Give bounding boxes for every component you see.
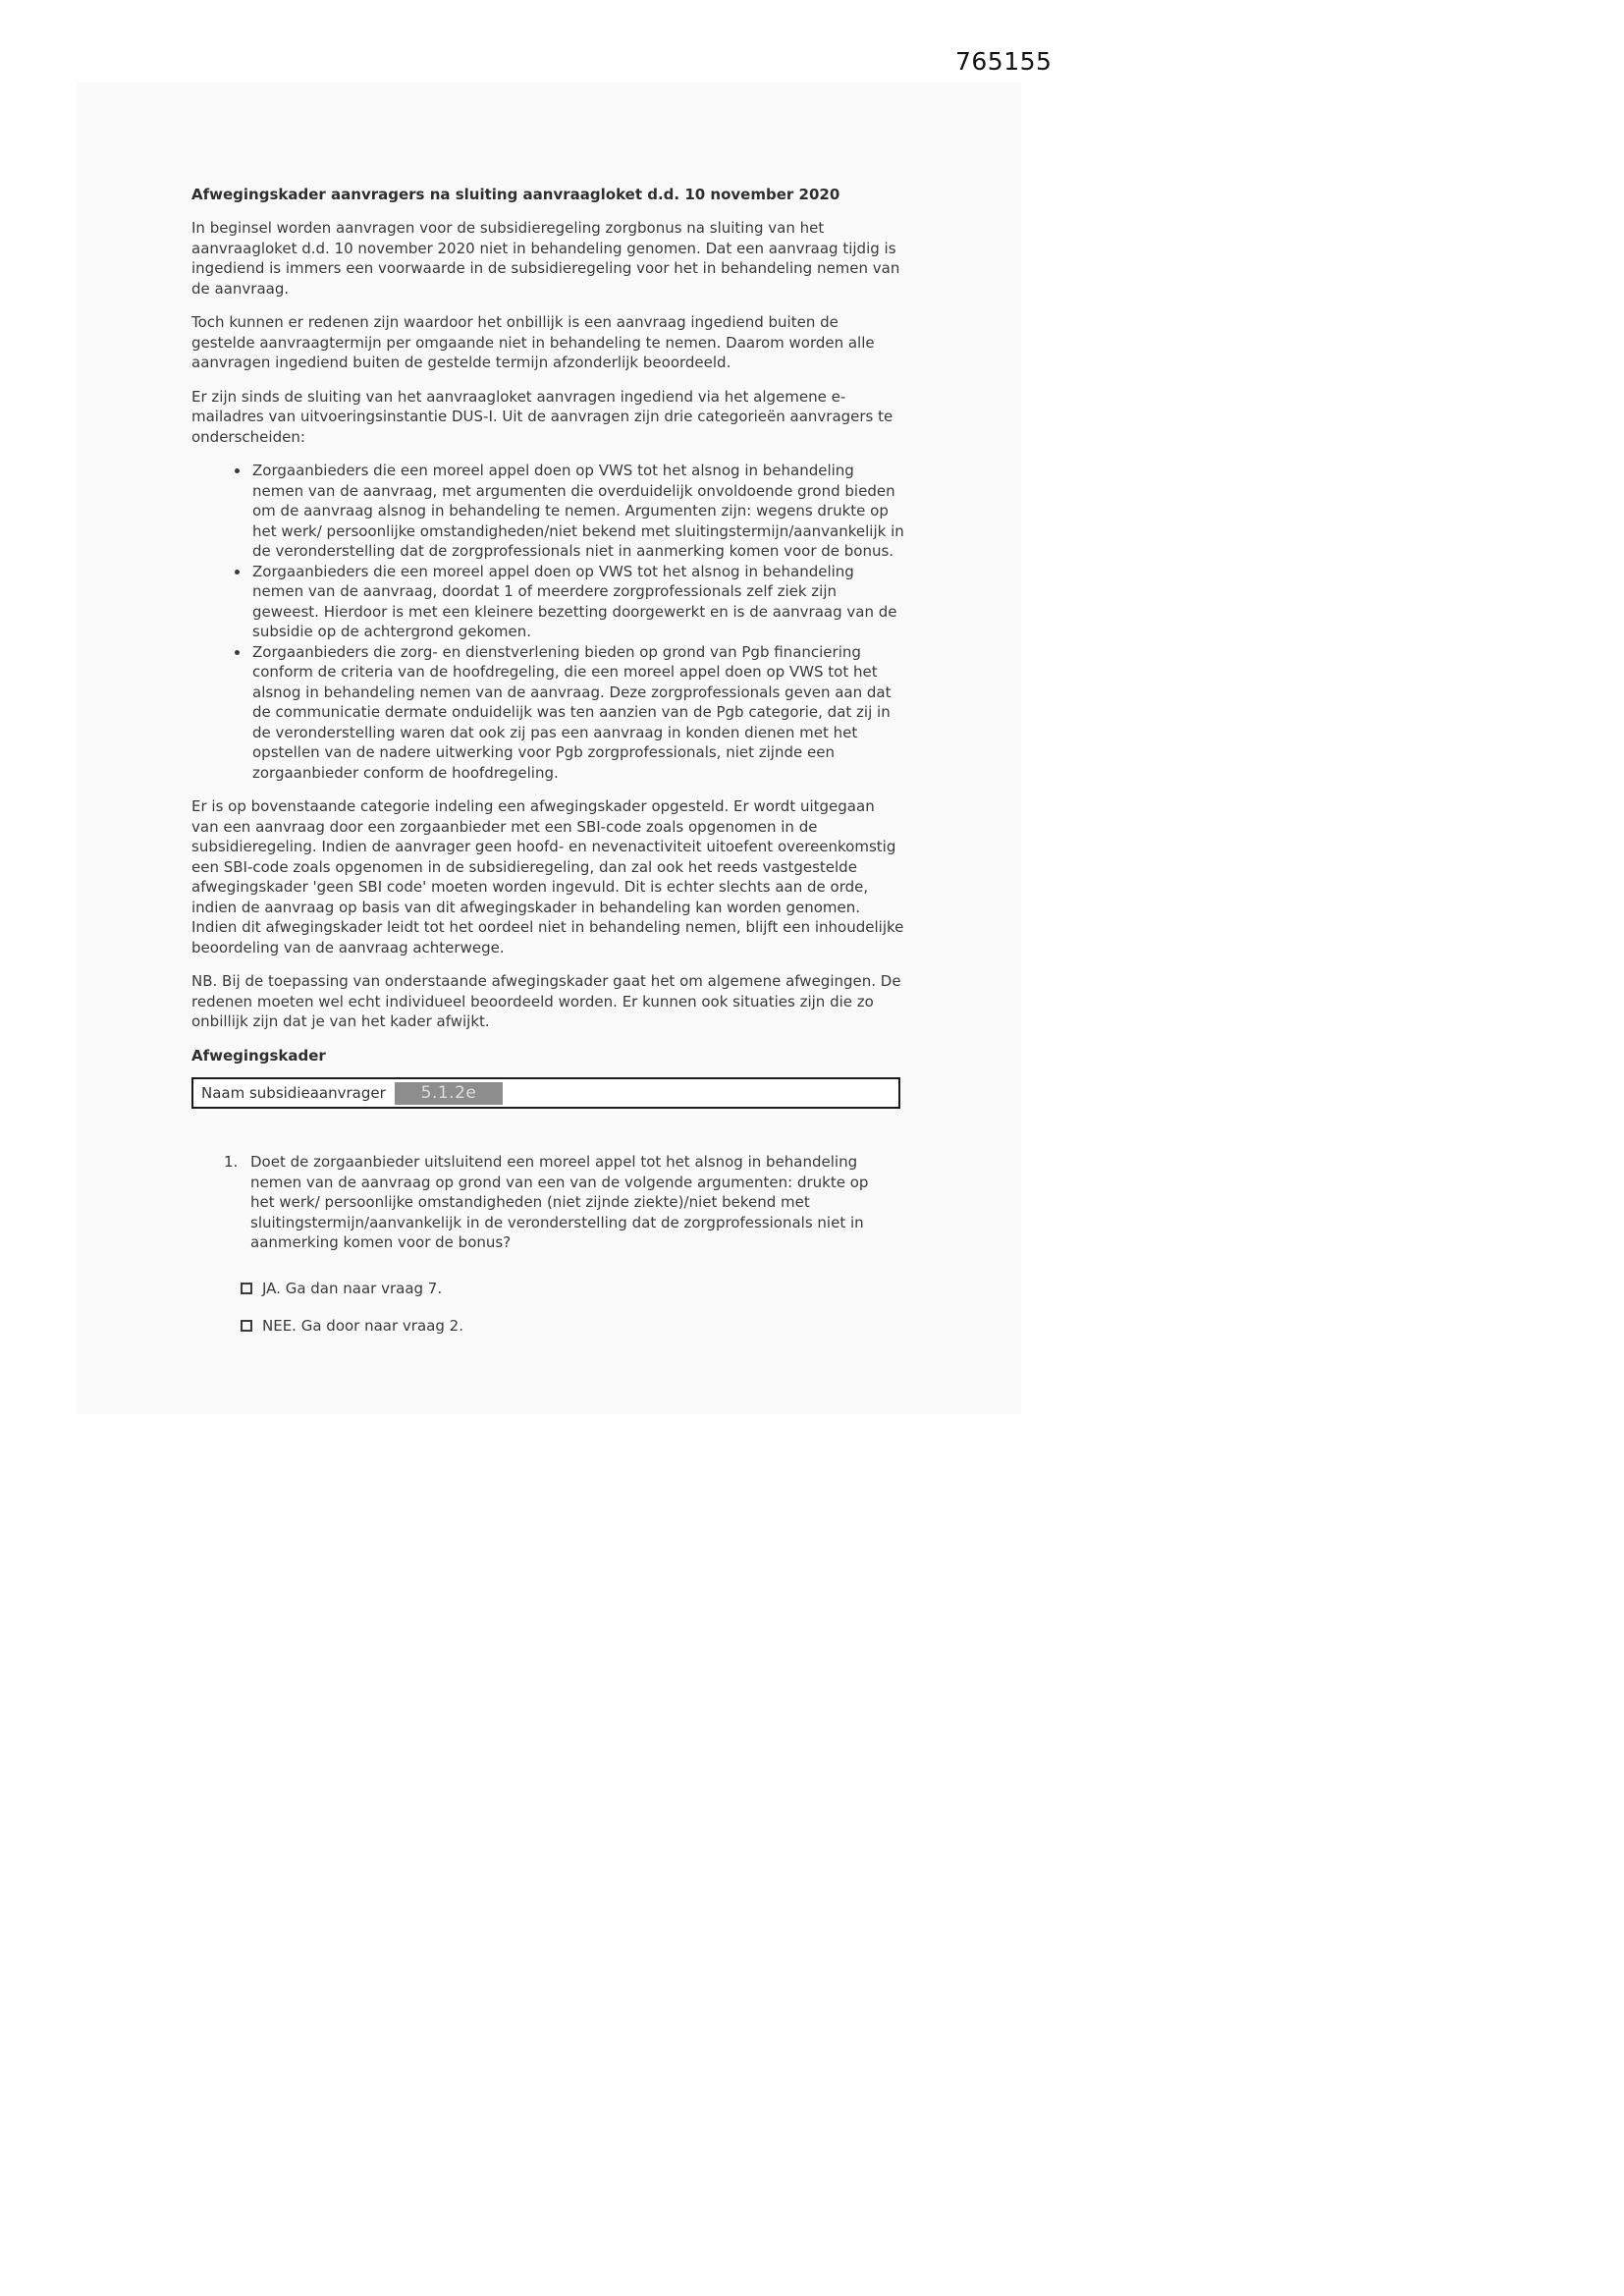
list-item: • Zorgaanbieders die een moreel appel doen op VWS tot het alsnog in behandeling nemen van de aanvraag, doordat 1 of meerdere zorgprofessionals zelf ziek zijn geweest. Hierdoor is met een kleinere bezetting doorgewerkt en is de aanvraag van de subsidie op de achtergrond gekomen. (250, 562, 904, 642)
document-content (191, 185, 904, 1354)
document-page (77, 82, 1021, 1414)
intro-paragraph: Er zijn sinds de sluiting van het aanvraagloket aanvragen ingediend via het algemene e-mailadres van uitvoeringsinstantie DUS-I. Uit de aanvragen zijn drie categorieën aanvragers te onderscheiden: (191, 387, 893, 446)
checkbox-icon[interactable] (241, 1283, 252, 1294)
section-heading: Afwegingskader (191, 1046, 326, 1065)
doc-number: 765155 (955, 47, 1053, 76)
field-label: Naam subsidieaanvrager (201, 1083, 386, 1102)
question-number: 1. (224, 1153, 239, 1171)
question-text: Doet de zorgaanbieder uitsluitend een moreel appel tot het alsnog in behandeling nemen van de aanvraag op grond van een van de volgende argumenten: drukte op het werk/ persoonlijke omstandigheden (niet zijnde ziekte)/niet bekend met sluitingstermijn/aanvankelijk in de veronderstelling dat de zorgprofessionals niet in aanmerking komen voor de bonus? (250, 1153, 869, 1251)
applicant-name-table (191, 1077, 900, 1109)
body-paragraph: Er is op bovenstaande categorie indeling een afwegingskader opgesteld. Er wordt uitgegaan van een aanvraag door een zorgaanbieder met een SBI-code zoals opgenomen in de subsidieregeling. Indien de aanvrager geen hoofd- en nevenactiviteit uitoefent overeenkomstig een SBI-code zoals opgenomen in de subsidieregeling, dan zal ook het reeds vastgestelde afwegingskader 'geen SBI code' moeten worden ingevuld. Dit is echter slechts aan de orde, indien de aanvraag op basis van dit afwegingskader in behandeling kan worden genomen. Indien dit afwegingskader leidt tot het oordeel niet in behandeling nemen, blijft een inhoudelijke beoordeling van de aanvraag achterwege. (191, 797, 904, 957)
category-list (191, 461, 904, 783)
body-paragraph: NB. Bij de toepassing van onderstaande afwegingskader gaat het om algemene afwegingen. De redenen moeten wel echt individueel beoordeeld worden. Er kunnen ook situaties zijn die zo onbillijk zijn dat je van het kader afwijkt. (191, 972, 901, 1030)
option-label: NEE. Ga door naar vraag 2. (262, 1317, 463, 1335)
document-title: Afwegingskader aanvragers na sluiting aanvraagloket d.d. 10 november 2020 (191, 186, 840, 203)
redaction-box: 5.1.2e (395, 1082, 503, 1105)
intro-paragraph: In beginsel worden aanvragen voor de subsidieregeling zorgbonus na sluiting van het aanvraagloket d.d. 10 november 2020 niet in behandeling genomen. Dat een aanvraag tijdig is ingediend is immers een voorwaarde in de subsidieregeling voor het in behandeling nemen van de aanvraag. (191, 219, 900, 298)
list-item: • Zorgaanbieders die een moreel appel doen op VWS tot het alsnog in behandeling nemen van de aanvraag, met argumenten die overduidelijk onvoldoende grond bieden om de aanvraag alsnog in behandeling te nemen. Argumenten zijn: wegens drukte op het werk/ persoonlijke omstandigheden/niet bekend met sluitingstermijn/aanvankelijk in de veronderstelling dat de zorgprofessionals niet in aanmerking komen voor de bonus. (250, 461, 904, 562)
option-label: JA. Ga dan naar vraag 7. (262, 1279, 443, 1297)
checkbox-icon[interactable] (241, 1320, 252, 1332)
option-ja (241, 1279, 904, 1299)
list-item: • Zorgaanbieders die zorg- en dienstverlening bieden op grond van Pgb financiering conform de criteria van de hoofdregeling, die een moreel appel doen op VWS tot het alsnog in behandeling nemen van de aanvraag. Deze zorgprofessionals geven aan dat de communicatie dermate onduidelijk was ten aanzien van de Pgb categorie, dat zij in de veronderstelling waren dat ook zij pas een aanvraag in konden dienen met het opstellen van de nadere uitwerking voor Pgb zorgprofessionals, niet zijnde een zorgaanbieder conform de hoofdregeling. (250, 642, 904, 784)
option-nee (241, 1316, 904, 1337)
question-1 (224, 1152, 904, 1253)
intro-paragraph: Toch kunnen er redenen zijn waardoor het onbillijk is een aanvraag ingediend buiten de gestelde aanvraagtermijn per omgaande niet in behandeling te nemen. Daarom worden alle aanvragen ingediend buiten de gestelde termijn afzonderlijk beoordeeld. (191, 313, 875, 371)
